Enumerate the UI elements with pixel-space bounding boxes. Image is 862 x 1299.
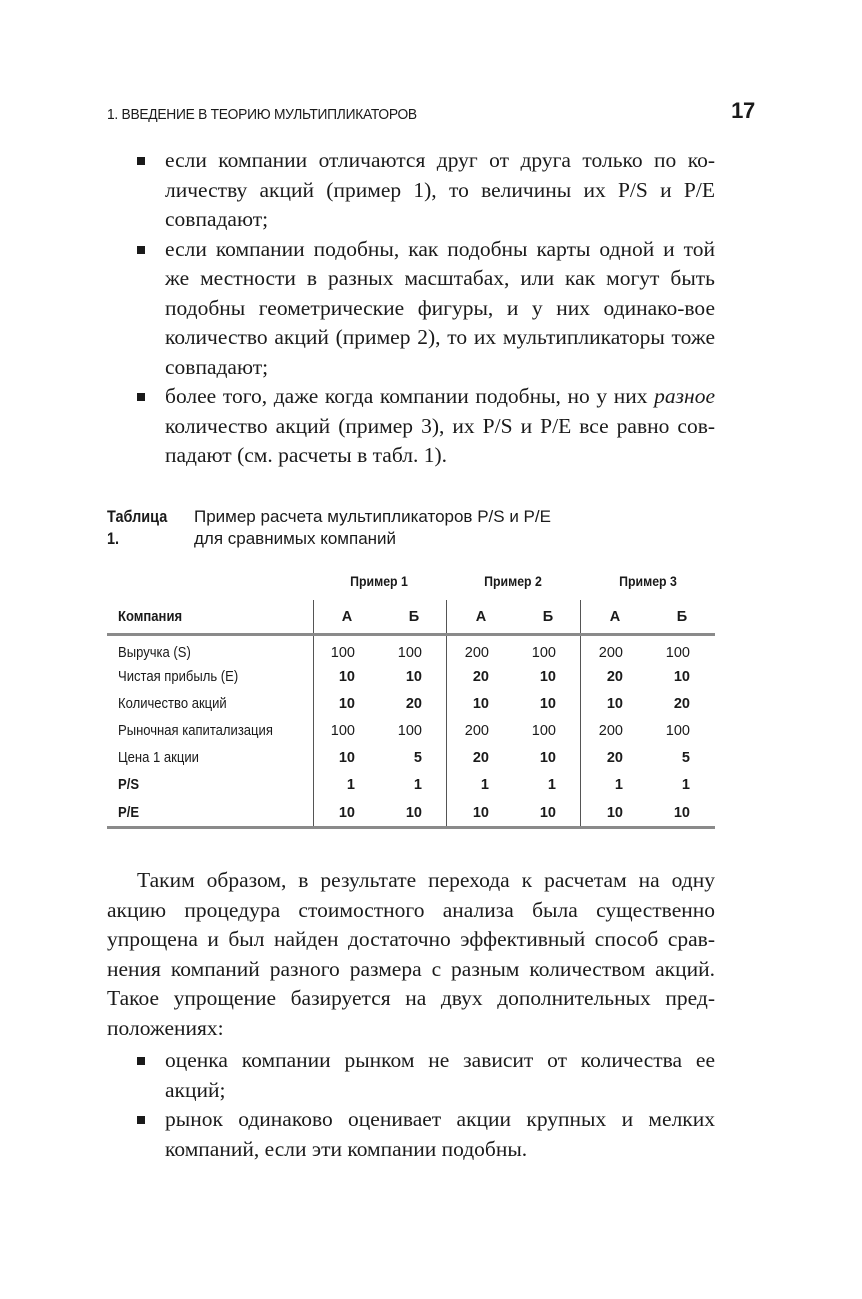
table-cell: 200 <box>598 723 623 739</box>
table-cell: 100 <box>531 645 556 661</box>
row-label: Чистая прибыль (E) <box>118 669 239 685</box>
row-label: Цена 1 акции <box>118 750 199 766</box>
page-number: 17 <box>731 98 755 123</box>
bullet-list-bottom <box>137 1046 715 1164</box>
list-item: более того, даже когда компании подобны, но у них разное количество акций (пример 3), их P/S и P/E все равно сов-падают (см. расчеты в табл. 1). <box>137 382 715 471</box>
emphasis: разное <box>654 384 715 408</box>
running-header <box>107 98 757 126</box>
table-caption-line2: для сравнимых компаний <box>194 529 397 548</box>
table-cell: 100 <box>665 723 690 739</box>
table-cell: 20 <box>472 750 489 766</box>
bullet-list-top <box>137 146 715 471</box>
table-cell: 100 <box>531 723 556 739</box>
header-rule <box>107 633 715 636</box>
list-item: если компании отличаются друг от друга только по ко-личеству акций (пример 1), то величины их P/S и P/E совпадают; <box>137 146 715 235</box>
header-company: Компания <box>118 609 183 625</box>
table-cell: 1 <box>547 777 556 793</box>
table-cell: 100 <box>665 645 690 661</box>
square-bullet-icon <box>137 393 145 401</box>
table-cell: 10 <box>539 750 556 766</box>
table-cell: 100 <box>330 723 355 739</box>
table-cell: 10 <box>472 805 489 821</box>
table-cell: 200 <box>464 645 489 661</box>
row-label: Рыночная капитализация <box>118 723 273 739</box>
running-title: 1. ВВЕДЕНИЕ В ТЕОРИЮ МУЛЬТИПЛИКАТОРОВ <box>107 106 417 123</box>
table-header-row: Компания А Б А Б А Б <box>118 609 688 625</box>
table-caption-label: Таблица 1. <box>107 507 168 548</box>
table-caption <box>107 506 707 550</box>
table-cell: 1 <box>413 777 422 793</box>
table-cell: 1 <box>480 777 489 793</box>
table-cell: 10 <box>606 696 623 712</box>
table-cell: 10 <box>338 669 355 685</box>
list-item: оценка компании рынком не зависит от количества ее акций; <box>137 1046 715 1105</box>
table-cell: 10 <box>338 696 355 712</box>
square-bullet-icon <box>137 246 145 254</box>
list-item: рынок одинаково оценивает акции крупных и мелких компаний, если эти компании подобны. <box>137 1105 715 1164</box>
table-cell: 10 <box>405 669 422 685</box>
table-cell: 20 <box>606 669 623 685</box>
table-row <box>107 669 715 693</box>
table-cell: 100 <box>397 645 422 661</box>
table-row <box>107 723 715 747</box>
body-paragraph: Таким образом, в результате перехода к расчетам на одну акцию процедура стоимостного анализа была существенно упрощена и был найден достаточно эффективный способ срав-нения компаний разного размера с разным количеством акций. Такое упрощение базируется на двух дополнительных пред-положениях: <box>107 868 715 1040</box>
table-cell: 20 <box>405 696 422 712</box>
table-cell: 10 <box>673 805 690 821</box>
group-header-3: Пример 3 <box>619 573 677 589</box>
row-label: P/S <box>118 777 140 793</box>
table-cell: 10 <box>539 696 556 712</box>
table-cell: 10 <box>539 669 556 685</box>
row-label: P/E <box>118 805 140 821</box>
multiples-table <box>107 565 715 830</box>
square-bullet-icon <box>137 157 145 165</box>
table-cell: 10 <box>472 696 489 712</box>
square-bullet-icon <box>137 1057 145 1065</box>
table-cell: 1 <box>614 777 623 793</box>
table-cell: 1 <box>346 777 355 793</box>
table-cell: 10 <box>405 805 422 821</box>
table-cell: 10 <box>606 805 623 821</box>
group-header-1: Пример 1 <box>350 573 408 589</box>
table-cell: 10 <box>673 669 690 685</box>
table-cell: 20 <box>673 696 690 712</box>
table-cell: 10 <box>338 805 355 821</box>
table-cell: 20 <box>472 669 489 685</box>
square-bullet-icon <box>137 1116 145 1124</box>
row-label: Выручка (S) <box>118 645 191 661</box>
table-cell: 20 <box>606 750 623 766</box>
table-row <box>107 696 715 720</box>
row-label: Количество акций <box>118 696 227 712</box>
table-cell: 100 <box>330 645 355 661</box>
group-header-2: Пример 2 <box>484 573 542 589</box>
table-cell: 200 <box>464 723 489 739</box>
list-item: если компании подобны, как подобны карты одной и той же местности в разных масштабах, или как могут быть подобны геометрические фигуры, и у них одинако-вое количество акций (пример 2), то их мультипликаторы тоже совпадают; <box>137 235 715 383</box>
table-cell: 5 <box>413 750 422 766</box>
table-cell: 10 <box>539 805 556 821</box>
table-cell: 200 <box>598 645 623 661</box>
table-cell: 10 <box>338 750 355 766</box>
table-row <box>107 777 715 801</box>
table-row <box>107 645 715 669</box>
bottom-rule <box>107 826 715 829</box>
table-cell: 100 <box>397 723 422 739</box>
table-cell: 5 <box>681 750 690 766</box>
table-cell: 1 <box>681 777 690 793</box>
table-caption-line1: Пример расчета мультипликаторов P/S и P/E <box>194 507 551 526</box>
table-row <box>107 750 715 774</box>
